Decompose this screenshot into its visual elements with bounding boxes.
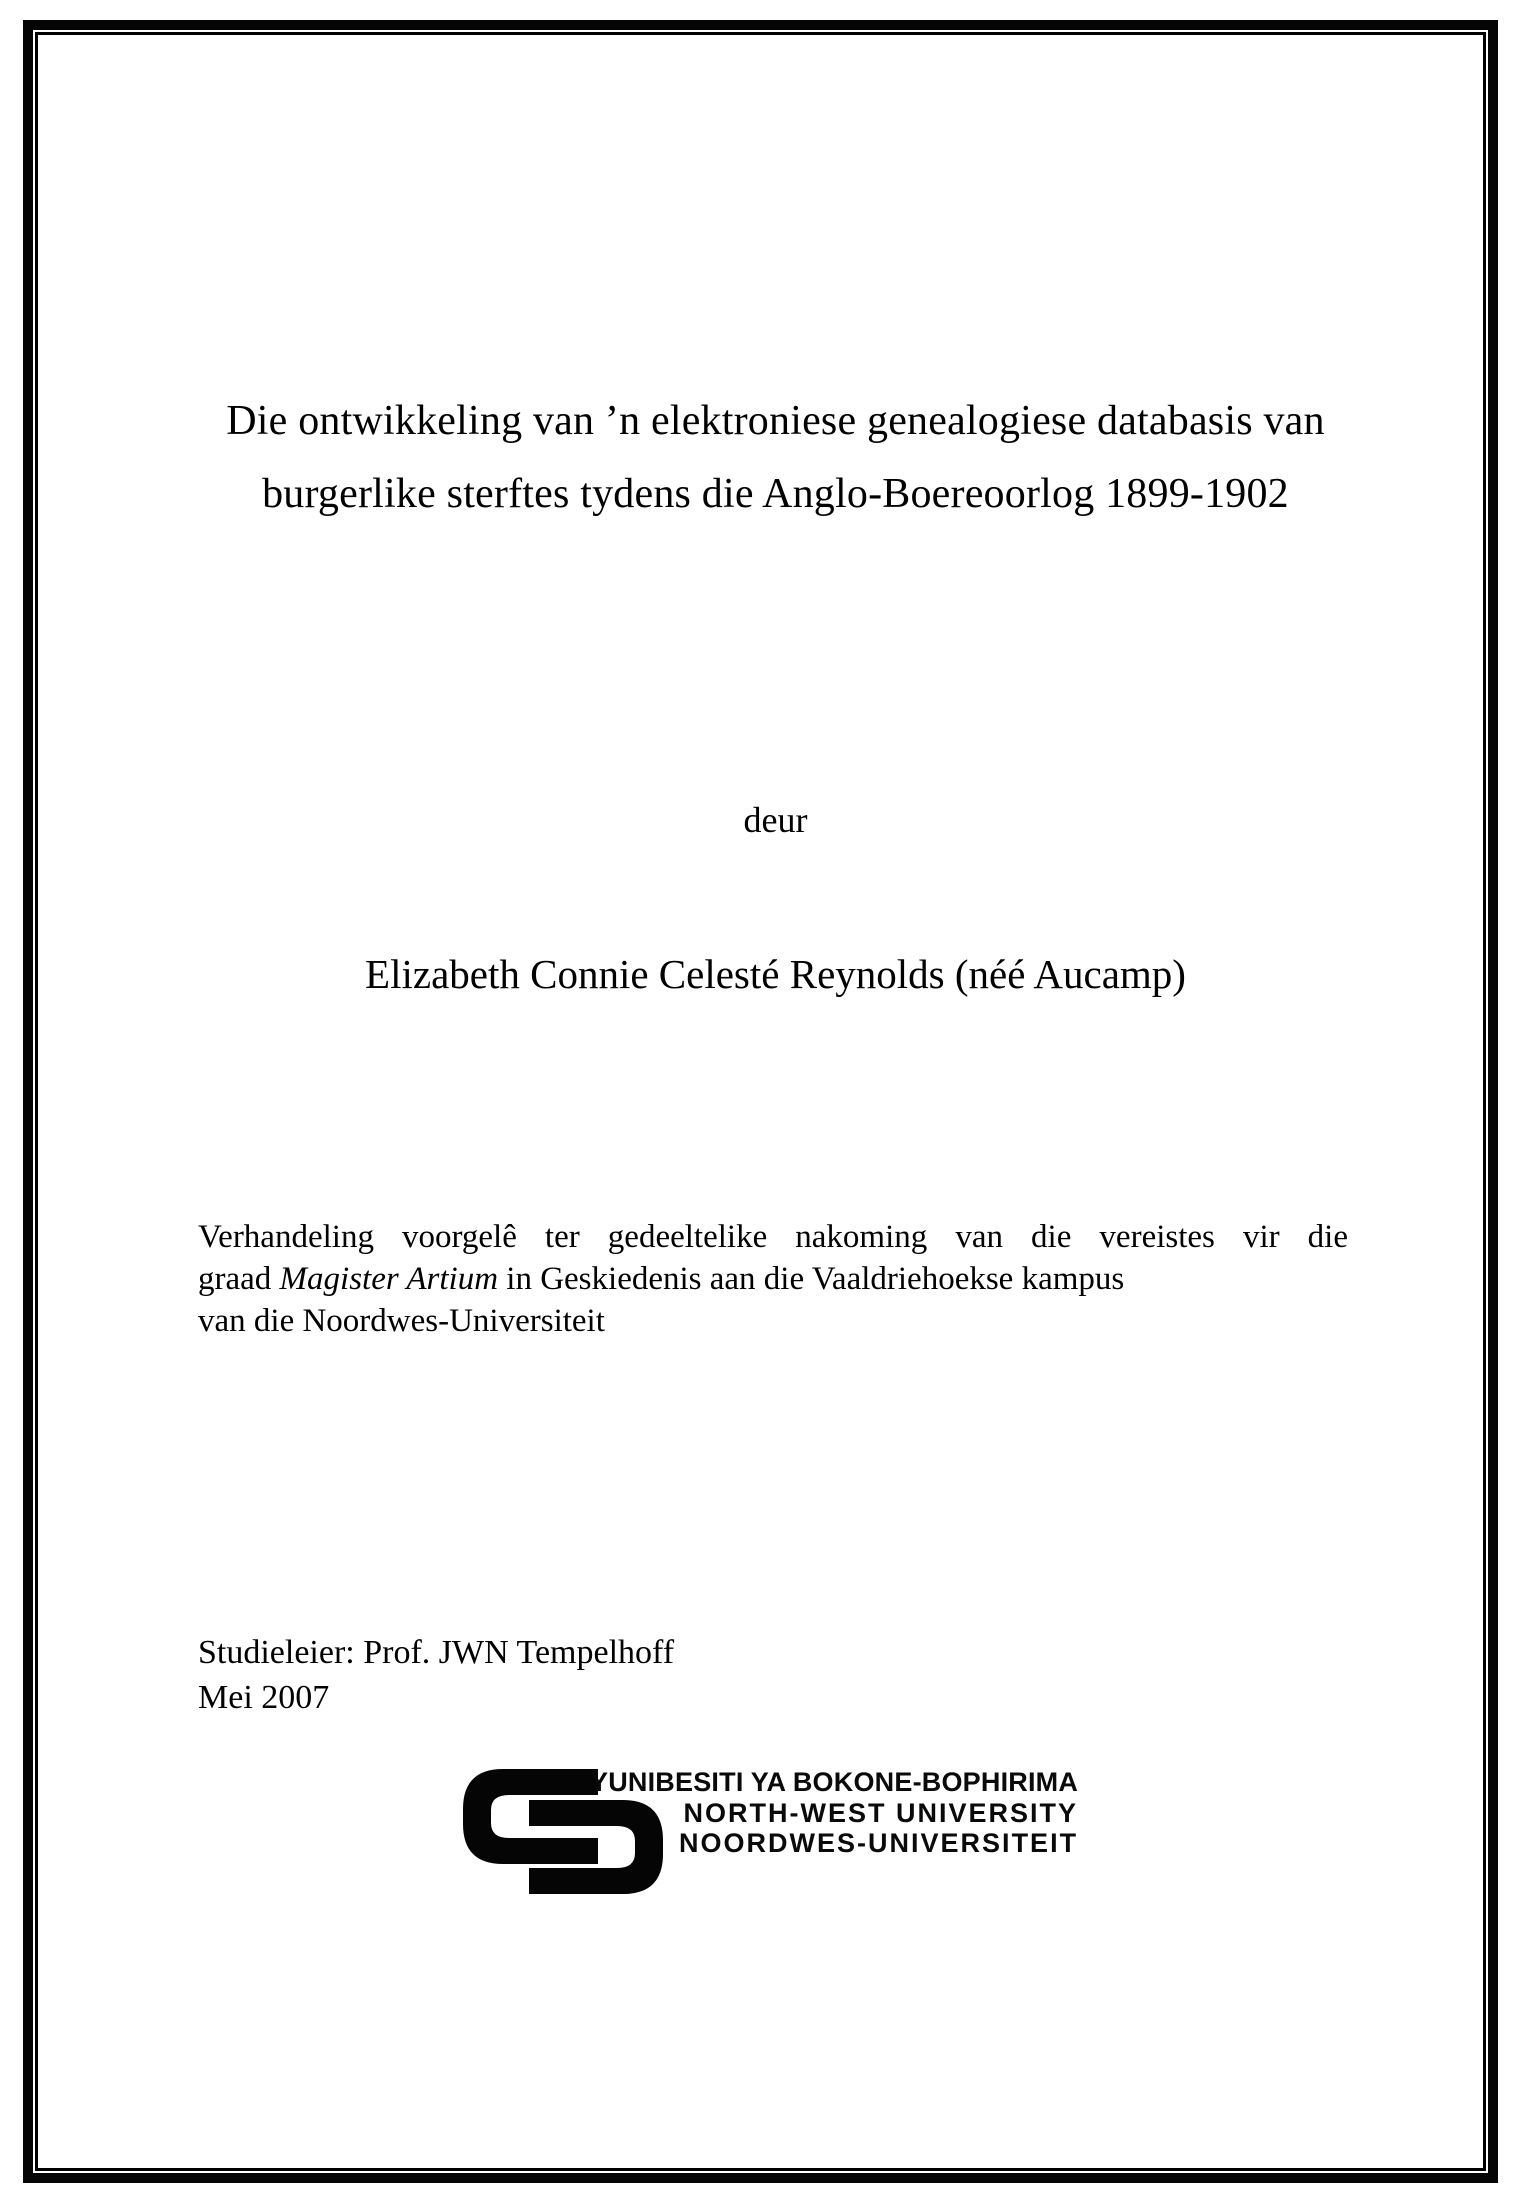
page-border-outer <box>23 20 1498 2183</box>
degree-statement <box>198 1216 1348 1342</box>
university-logo-text <box>590 1767 1078 1859</box>
page-border-inner <box>35 32 1486 2171</box>
degree-statement-line-2-prefix: graad <box>198 1261 280 1297</box>
university-logo <box>463 1767 1163 1967</box>
supervisor-block <box>198 1630 674 1720</box>
logo-line-setswana: YUNIBESITI YA BOKONE-BOPHIRIMA <box>590 1767 1079 1797</box>
degree-name-italic: Magister Artium <box>279 1261 499 1297</box>
supervisor-line: Studieleier: Prof. JWN Tempelhoff <box>198 1634 675 1671</box>
thesis-title <box>38 385 1483 531</box>
author-name: Elizabeth Connie Celesté Reynolds (néé Aucamp) <box>365 951 1186 997</box>
page-content <box>38 35 1483 2168</box>
date-line: Mei 2007 <box>198 1679 330 1716</box>
logo-line-afrikaans: NOORDWES-UNIVERSITEIT <box>679 1828 1079 1858</box>
thesis-title-line-2: burgerlike sterftes tydens die Anglo-Boereoorlog 1899-1902 <box>262 471 1289 517</box>
thesis-title-line-1: Die ontwikkeling van ’n elektroniese genealogiese databasis van <box>226 398 1325 444</box>
degree-statement-line-2 <box>198 1258 1348 1300</box>
degree-statement-line-3: van die Noordwes-Universiteit <box>198 1303 605 1339</box>
degree-statement-line-1: Verhandeling voorgelê ter gedeeltelike nakoming van die vereistes vir die <box>198 1219 1348 1255</box>
degree-statement-line-2-suffix: in Geskiedenis aan die Vaaldriehoekse kampus <box>498 1261 1125 1297</box>
logo-line-english: NORTH-WEST UNIVERSITY <box>683 1797 1079 1828</box>
byline: deur <box>743 800 808 840</box>
